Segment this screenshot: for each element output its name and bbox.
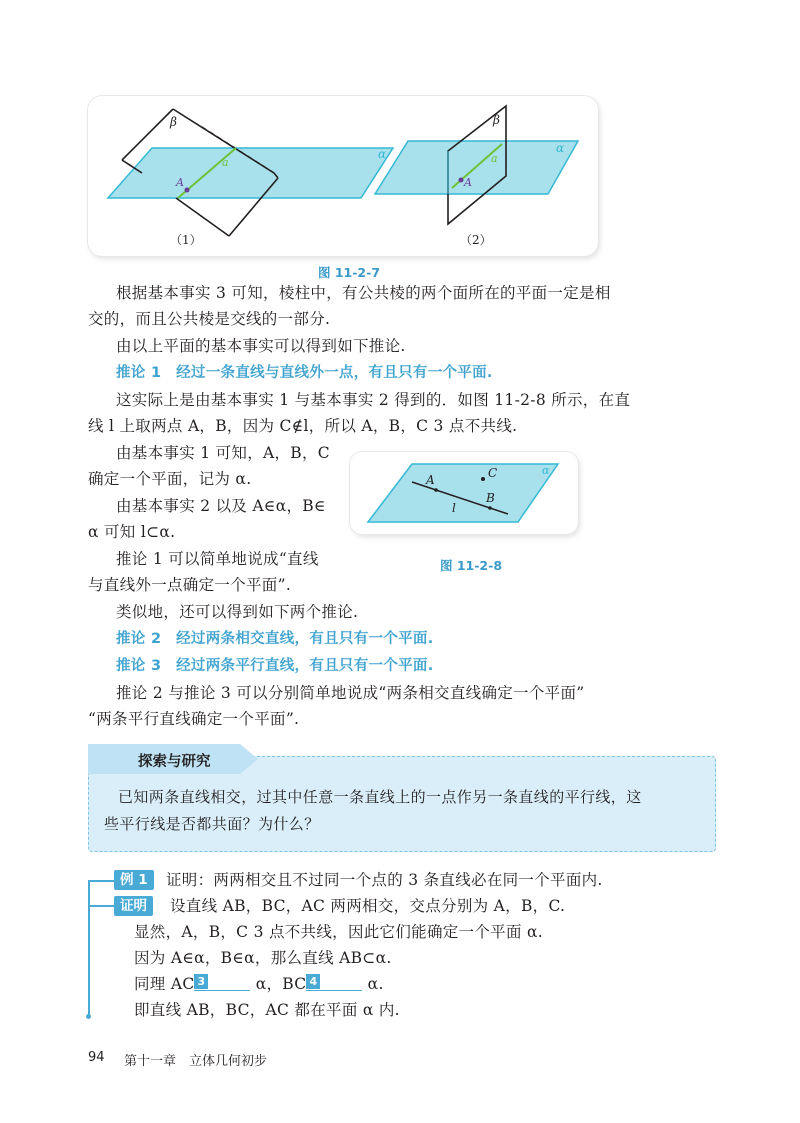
point-b-fig2	[488, 506, 492, 510]
para6-line1: 推论 1 可以简单地说成“直线	[116, 550, 319, 568]
point-a-2	[459, 178, 464, 183]
proof-tag: 证明	[114, 896, 153, 916]
label-l-fig2: l	[452, 501, 456, 515]
label-c-fig2: C	[488, 466, 498, 480]
label-point-a-1: A	[176, 176, 184, 189]
figure-11-2-7-caption: 图 11-2-7	[318, 265, 381, 280]
figure-11-2-8	[350, 452, 578, 534]
blank-number-3: 3	[194, 974, 208, 989]
para5-line1: 由基本事实 2 以及 A∈α，B∈	[116, 497, 326, 515]
label-beta-2: β	[493, 113, 500, 127]
label-beta-1: β	[170, 115, 177, 129]
example-statement: 证明：两两相交且不过同一个点的 3 条直线必在同一个平面内.	[166, 871, 603, 889]
subfigure-2-label: （2）	[460, 233, 492, 247]
para3-line1: 这实际上是由基本事实 1 与基本事实 2 得到的．如图 11-2-8 所示，在直	[116, 391, 631, 409]
label-alpha-fig2: α	[542, 464, 550, 477]
blank-number-4: 4	[306, 974, 320, 989]
para4-line1: 由基本事实 1 可知，A，B，C	[116, 444, 330, 462]
fill-blank-4[interactable]	[306, 976, 362, 991]
proof-line4-c: α.	[367, 975, 384, 993]
para7: 类似地，还可以得到如下两个推论.	[116, 603, 359, 621]
point-a-fig2	[434, 488, 438, 492]
label-b-fig2: B	[486, 491, 495, 505]
corollary-1: 推论 1 经过一条直线与直线外一点，有且只有一个平面.	[116, 365, 493, 381]
proof-line4-a: 同理 AC	[134, 975, 195, 993]
para2: 由以上平面的基本事实可以得到如下推论.	[116, 337, 406, 355]
plane-alpha-1	[108, 148, 393, 198]
explore-title: 探索与研究	[138, 754, 211, 770]
page-number: 94	[88, 1050, 105, 1065]
para1-line2: 交的，而且公共棱是交线的一部分.	[88, 310, 331, 328]
figure-11-2-7	[88, 96, 598, 256]
corollary-3: 推论 3 经过两条平行直线，有且只有一个平面.	[116, 658, 434, 674]
chapter-title: 第十一章 立体几何初步	[124, 1054, 268, 1069]
point-c-fig2	[481, 477, 485, 481]
para3-line2: 线 l 上取两点 A，B，因为 C∉l，所以 A，B，C 3 点不共线.	[88, 417, 518, 435]
para6-line2: 与直线外一点确定一个平面”.	[88, 576, 292, 594]
label-a-fig2: A	[426, 473, 435, 487]
fill-blank-3[interactable]	[194, 976, 250, 991]
subfigure-1	[108, 109, 393, 247]
figure-11-2-8-drawing	[350, 452, 578, 534]
proof-line4-b: α，BC	[255, 975, 307, 993]
example-tag-rule	[88, 880, 114, 882]
para8-line2: “两条平行直线确定一个平面”.	[88, 710, 300, 728]
para5-line2: α 可知 l⊂α.	[88, 523, 176, 541]
explore-line2: 些平行线是否都共面？为什么？	[104, 815, 320, 833]
proof-line1: 设直线 AB，BC，AC 两两相交，交点分别为 A，B，C.	[170, 897, 566, 915]
example-1-tag: 例 1	[114, 870, 154, 890]
label-a-line-2: a	[491, 152, 498, 165]
para8-line1: 推论 2 与推论 3 可以分别简单地说成“两条相交直线确定一个平面”	[116, 684, 585, 702]
point-a-1	[185, 188, 190, 193]
proof-line3: 因为 A∈α，B∈α，那么直线 AB⊂α.	[134, 949, 392, 967]
example-left-rule	[88, 880, 90, 1016]
proof-line4	[134, 973, 384, 995]
corollary-2: 推论 2 经过两条相交直线，有且只有一个平面.	[116, 631, 434, 647]
proof-line5: 即直线 AB，BC，AC 都在平面 α 内.	[134, 1001, 400, 1019]
label-alpha-1: α	[378, 147, 387, 161]
plane-beta-1-bottom	[176, 198, 229, 236]
label-alpha-2: α	[556, 141, 565, 155]
proof-line2: 显然，A，B，C 3 点不共线，因此它们能确定一个平面 α.	[134, 923, 543, 941]
label-point-a-2: A	[464, 176, 472, 189]
plane-alpha-fig2	[368, 464, 558, 522]
subfigure-2	[375, 106, 578, 247]
proof-tag-rule	[88, 905, 114, 907]
explore-line1: 已知两条直线相交，过其中任意一条直线上的一点作另一条直线的平行线，这	[118, 788, 642, 806]
figure-11-2-8-caption: 图 11-2-8	[440, 558, 503, 573]
para1-line1: 根据基本事实 3 可知，棱柱中，有公共棱的两个面所在的平面一定是相	[116, 284, 611, 302]
figure-11-2-7-drawing	[88, 96, 598, 256]
label-a-line-1: a	[222, 156, 229, 169]
example-end-dot	[86, 1014, 91, 1019]
para4-line2: 确定一个平面，记为 α.	[88, 470, 252, 488]
subfigure-1-label: （1）	[170, 233, 202, 247]
